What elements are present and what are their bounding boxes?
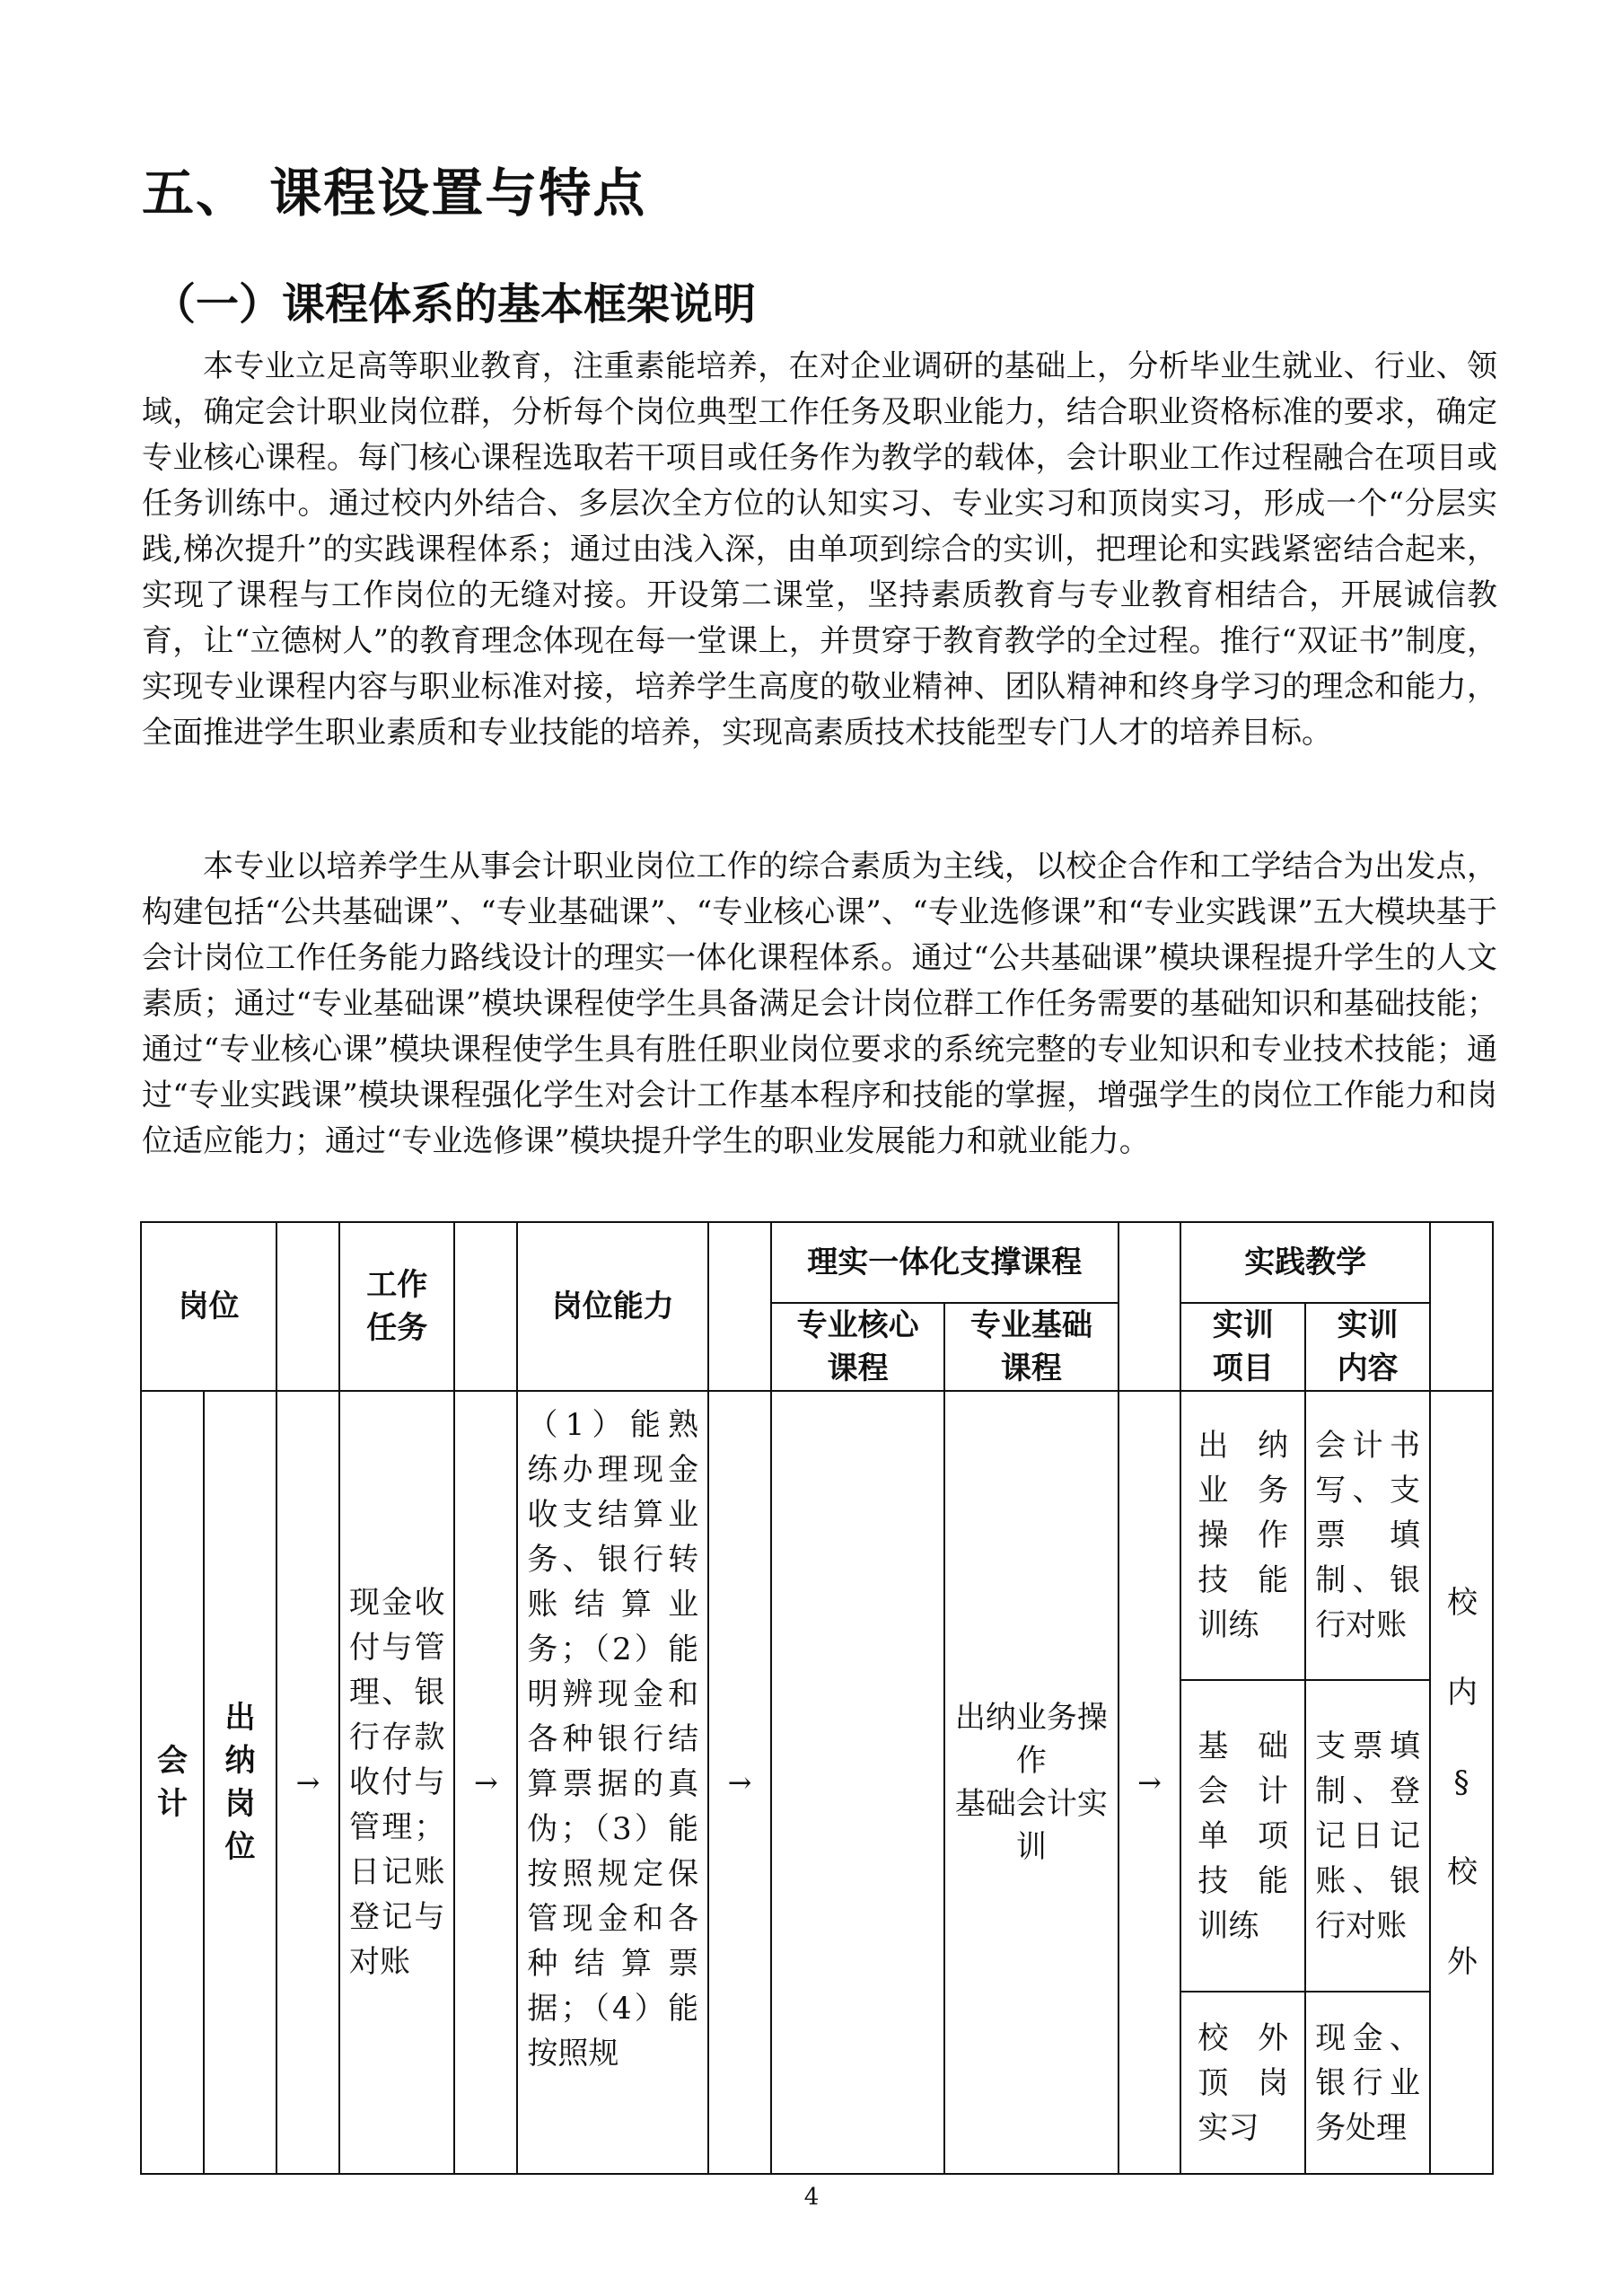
- task-text: 现金收付与管理、银行存款收付与管理；日记账登记与对账: [348, 1585, 445, 1980]
- header-core-courses: 专业核心课程: [771, 1303, 944, 1391]
- training-content-1: 会计书写、支票填制、银行对账: [1305, 1391, 1430, 1680]
- arrow-4: →: [1119, 1391, 1181, 2174]
- core-course-cell: [771, 1391, 944, 2174]
- arrow-3: →: [708, 1391, 771, 2174]
- location-cell: [1430, 1391, 1493, 2174]
- section-heading: 五、 课程设置与特点: [142, 163, 647, 224]
- header-arrow-gap-4: [1119, 1222, 1181, 1391]
- training-content-3: 现金、银行业务处理: [1305, 1992, 1430, 2174]
- training-item-1: 出纳业务操作技能训练: [1180, 1391, 1305, 1680]
- arrow-2: →: [454, 1391, 517, 2174]
- header-practice-teaching: 实践教学: [1180, 1222, 1430, 1303]
- header-training-content: 实训内容: [1305, 1303, 1430, 1391]
- ability-cell: [517, 1391, 708, 2174]
- paragraph-2: 本专业以培养学生从事会计职业岗位工作的综合素质为主线，以校企合作和工学结合为出发点，构建包括“公共基础课”、“专业基础课”、“专业核心课”、“专业选修课”和“专业实践课”五大模块基于会计岗位工作任务能力路线设计的理实一体化课程体系。通过“公共基础课”模块课程提升学生的人文素质；通过“专业基础课”模块课程使学生具备满足会计岗位群工作任务需要的基础知识和基础技能；通过“专业核心课”模块课程使学生具有胜任职业岗位要求的系统完整的专业知识和专业技术技能；通过“专业实践课”模块课程强化学生对会计工作基本程序和技能的掌握，增强学生的岗位工作能力和岗位适应能力；通过“专业选修课”模块提升学生的职业发展能力和就业能力。: [142, 849, 1497, 1159]
- header-arrow-gap-2: [454, 1222, 517, 1391]
- paragraph-1: 本专业立足高等职业教育，注重素能培养，在对企业调研的基础上，分析毕业生就业、行业、领域，确定会计职业岗位群，分析每个岗位典型工作任务及职业能力，结合职业资格标准的要求，确定专业核心课程。每门核心课程选取若干项目或任务作为教学的载体，会计职业工作过程融合在项目或任务训练中。通过校内外结合、多层次全方位的认知实习、专业实习和顶岗实习，形成一个“分层实践,梯次提升”的实践课程体系；通过由浅入深，由单项到综合的实训，把理论和实践紧密结合起来，实现了课程与工作岗位的无缝对接。开设第二课堂，坚持素质教育与专业教育相结合，开展诚信教育，让“立德树人”的教育理念体现在每一堂课上，并贯穿于教育教学的全过程。推行“双证书”制度，实现专业课程内容与职业标准对接，培养学生高度的敬业精神、团队精神和终身学习的理念和能力，全面推进学生职业素质和专业技能的培养，实现高素质技术技能型专门人才的培养目标。: [142, 348, 1497, 751]
- curriculum-table: [140, 1221, 1494, 2175]
- subsection-heading: （一）课程体系的基本框架说明: [153, 279, 757, 330]
- training-item-3: 校外顶岗实习: [1180, 1992, 1305, 2174]
- header-location-gap: [1430, 1222, 1493, 1391]
- training-item-2: 基础会计单项技能训练: [1180, 1680, 1305, 1992]
- header-post: 岗位: [141, 1222, 276, 1391]
- page-number: 4: [803, 2184, 820, 2211]
- post-cashier: 出纳岗位: [204, 1391, 276, 2174]
- header-training-item: 实训项目: [1180, 1303, 1305, 1391]
- header-basic-courses: 专业基础课程: [944, 1303, 1118, 1391]
- category-accounting: 会计: [141, 1391, 204, 2174]
- training-content-2: 支票填制、登记日记账、银行对账: [1305, 1680, 1430, 1992]
- header-task: 工作任务: [339, 1222, 454, 1391]
- arrow-1: →: [276, 1391, 339, 2174]
- task-cell: [339, 1391, 454, 2174]
- header-integrated-courses: 理实一体化支撑课程: [771, 1222, 1119, 1303]
- header-arrow-gap-3: [708, 1222, 771, 1391]
- ability-text: （1）能熟练办理现金收支结算业务、银行转账结算业务；（2）能明辨现金和各种银行结算票据的真伪；（3）能按照规定保管现金和各种结算票据；（4）能按照规: [527, 1407, 699, 2072]
- header-ability: 岗位能力: [517, 1222, 708, 1391]
- basic-course-cell: 出纳业务操作 基础会计实训: [944, 1391, 1118, 2174]
- location-text: 校内§校外: [1446, 1585, 1478, 1980]
- header-arrow-gap-1: [276, 1222, 339, 1391]
